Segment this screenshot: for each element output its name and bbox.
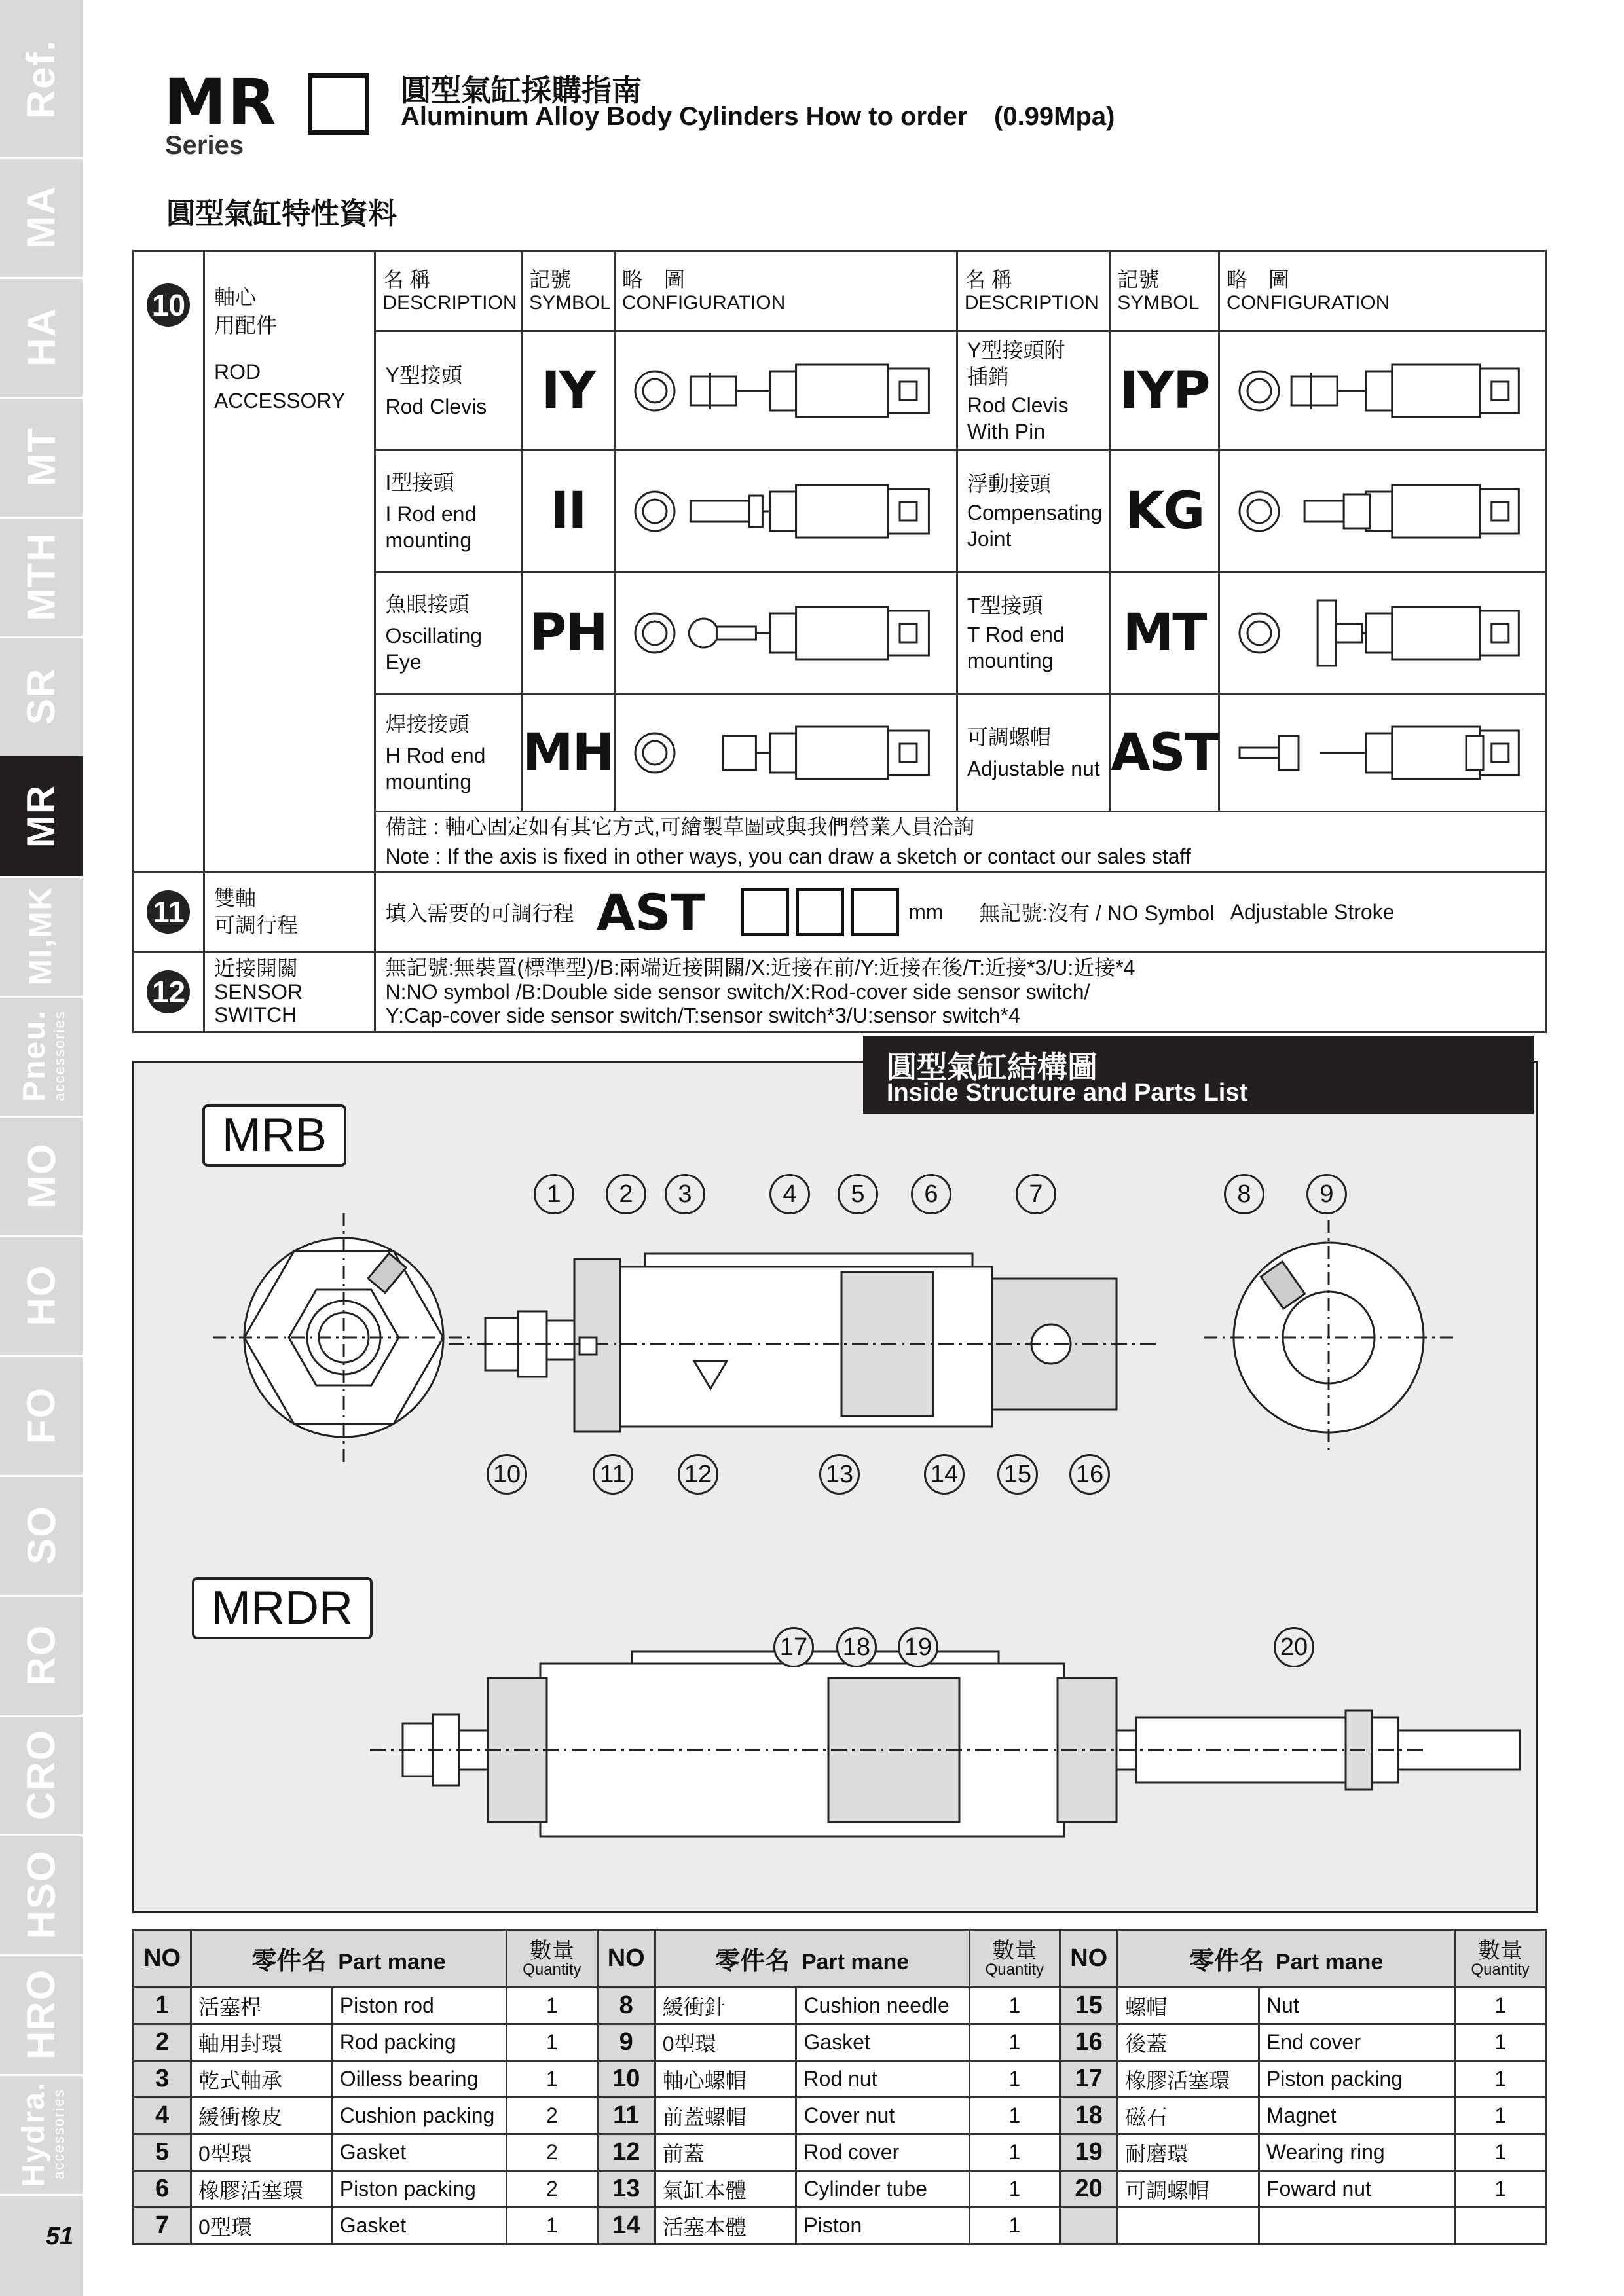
parts-row xyxy=(134,2024,1546,2061)
callout-4: 4 xyxy=(769,1174,810,1214)
part-quantity: 1 xyxy=(1455,2171,1546,2208)
part-quantity: 2 xyxy=(507,2098,598,2134)
part-name-zh: 活塞桿 xyxy=(191,1988,333,2024)
mrb-rear-view xyxy=(1204,1220,1453,1455)
accessory-note: 備註 : 軸心固定如有其它方式,可繪製草圖或與我們營業人員洽詢 Note : If the axis is fixed in other ways, you can draw a sketch or contact our sales staff xyxy=(375,812,1546,873)
cylinder-sketch xyxy=(635,727,929,779)
part-quantity: 1 xyxy=(1455,2061,1546,2098)
part-quantity: 2 xyxy=(507,2171,598,2208)
nav-tab-mr[interactable]: MR xyxy=(0,756,83,878)
parts-header-part-2: 零件名 Part mane xyxy=(655,1930,969,1988)
part-quantity: 1 xyxy=(969,2208,1060,2244)
nav-tab-mt[interactable]: MT xyxy=(0,397,83,519)
part-number: 3 xyxy=(134,2061,191,2098)
part-number: 17 xyxy=(1060,2061,1118,2098)
callout-20: 20 xyxy=(1274,1627,1314,1667)
nav-tab-mth[interactable]: MTH xyxy=(0,517,83,638)
page-number: 51 xyxy=(46,2223,74,2250)
parts-row xyxy=(134,2171,1546,2208)
part-quantity: 1 xyxy=(1455,2024,1546,2061)
model-label-mrb: MRB xyxy=(202,1104,346,1167)
part-number: 13 xyxy=(597,2171,655,2208)
callout-3: 3 xyxy=(665,1174,705,1214)
part-name-zh: 0型環 xyxy=(655,2024,796,2061)
row-12-label: 近接開關 SENSOR SWITCH xyxy=(204,952,375,1032)
item-desc-kg: 浮動接頭 Compensating Joint xyxy=(957,450,1109,572)
part-name-en: Rod packing xyxy=(332,2024,506,2061)
part-number: 19 xyxy=(1060,2134,1118,2171)
nav-tab-hso[interactable]: HSO xyxy=(0,1834,83,1956)
config-drawing-compensating-joint xyxy=(1219,450,1545,572)
config-drawing-adjustable-nut xyxy=(1219,694,1545,812)
part-name-zh: 軸心螺帽 xyxy=(655,2061,796,2098)
part-name-zh: 前蓋螺帽 xyxy=(655,2098,796,2134)
part-name-en xyxy=(1259,2208,1454,2244)
nav-tab-cro[interactable]: CRO xyxy=(0,1715,83,1836)
parts-row xyxy=(134,2061,1546,2098)
callout-2: 2 xyxy=(606,1174,646,1214)
callout-8: 8 xyxy=(1224,1174,1264,1214)
part-name-zh: 磁石 xyxy=(1118,2098,1259,2134)
part-name-en: Gasket xyxy=(796,2024,969,2061)
config-drawing-i-rod-end xyxy=(614,450,957,572)
part-number: 11 xyxy=(597,2098,655,2134)
parts-list-table xyxy=(132,1929,1547,2245)
part-quantity: 2 xyxy=(507,2134,598,2171)
part-name-en: Nut xyxy=(1259,1988,1454,2024)
part-quantity: 1 xyxy=(969,1988,1060,2024)
callout-1: 1 xyxy=(534,1174,574,1214)
part-quantity: 1 xyxy=(507,2024,598,2061)
part-number: 1 xyxy=(134,1988,191,2024)
parts-header-part: 零件名 Part mane xyxy=(191,1930,507,1988)
parts-row xyxy=(134,1988,1546,2024)
side-navigation xyxy=(0,0,83,2296)
config-drawing-h-rod-end xyxy=(614,694,957,812)
inside-structure-panel xyxy=(132,1061,1538,1913)
part-number: 15 xyxy=(1060,1988,1118,2024)
part-name-en: Cushion needle xyxy=(796,1988,969,2024)
part-name-en: Wearing ring xyxy=(1259,2134,1454,2171)
item-desc-mh: 焊接接頭 H Rod end mounting xyxy=(375,694,521,812)
structure-title-bar xyxy=(863,1036,1534,1114)
nav-tab-sr[interactable]: SR xyxy=(0,636,83,758)
series-logo: MR xyxy=(164,65,278,139)
nav-tab-fo[interactable]: FO xyxy=(0,1355,83,1477)
part-quantity: 1 xyxy=(969,2171,1060,2208)
header-description-2: 名 稱 DESCRIPTION xyxy=(957,251,1109,331)
cylinder-sketch xyxy=(1240,600,1519,666)
part-name-en: Cushion packing xyxy=(332,2098,506,2134)
part-number: 5 xyxy=(134,2134,191,2171)
part-quantity: 1 xyxy=(507,2208,598,2244)
item-symbol-mt: MT xyxy=(1110,572,1219,694)
nav-tab-ho[interactable]: HO xyxy=(0,1235,83,1357)
part-quantity: 1 xyxy=(969,2024,1060,2061)
header-symbol-2: 記號 SYMBOL xyxy=(1110,251,1219,331)
stroke-box-1[interactable] xyxy=(741,888,789,936)
part-name-zh: 緩衝針 xyxy=(655,1988,796,2024)
parts-header-no-3: NO xyxy=(1060,1930,1118,1988)
nav-tab-ha[interactable]: HA xyxy=(0,277,83,399)
part-name-en: Rod cover xyxy=(796,2134,969,2171)
parts-header-part-3: 零件名 Part mane xyxy=(1118,1930,1455,1988)
part-quantity: 1 xyxy=(507,2061,598,2098)
cylinder-sketch xyxy=(635,365,929,417)
cylinder-sketch xyxy=(635,485,929,538)
parts-row xyxy=(134,2208,1546,2244)
cylinder-sketch xyxy=(1240,485,1519,538)
parts-row xyxy=(134,2134,1546,2171)
cylinder-sketch xyxy=(1240,727,1519,779)
parts-header-qty-2: 數量 Quantity xyxy=(969,1930,1060,1988)
callout-11: 11 xyxy=(593,1454,633,1495)
callout-17: 17 xyxy=(773,1627,814,1667)
part-name-en: Oilless bearing xyxy=(332,2061,506,2098)
part-name-zh: 耐磨環 xyxy=(1118,2134,1259,2171)
parts-row xyxy=(134,2098,1546,2134)
callout-16: 16 xyxy=(1069,1454,1110,1495)
pressure-rating: (0.99Mpa) xyxy=(994,102,1115,131)
part-name-zh: 橡膠活塞環 xyxy=(1118,2061,1259,2098)
callout-10: 10 xyxy=(487,1454,527,1495)
mrb-front-view xyxy=(213,1213,475,1462)
nav-tab-hro[interactable]: HRO xyxy=(0,1954,83,2076)
cylinder-sketch xyxy=(1240,365,1519,417)
nav-tab-ref[interactable]: Ref. xyxy=(0,0,83,159)
mrb-section-view xyxy=(449,1254,1156,1432)
row-12-content: 無記號:無裝置(標準型)/B:兩端近接開關/X:近接在前/Y:近接在後/T:近接*3/U:近接*4 N:NO symbol /B:Double side sensor switch/X:Rod-cover side sensor switch/ Y:Cap-cover side sensor switch/T:sensor switch*3/U:sensor switch*4 xyxy=(375,952,1546,1032)
callout-7: 7 xyxy=(1016,1174,1056,1214)
item-desc-iyp: Y型接頭附 插銷 Rod Clevis With Pin xyxy=(957,331,1109,450)
part-name-zh: 軸用封環 xyxy=(191,2024,333,2061)
parts-header-qty-3: 數量 Quantity xyxy=(1455,1930,1546,1988)
item-symbol-ph: PH xyxy=(521,572,614,694)
callout-5: 5 xyxy=(838,1174,878,1214)
part-name-en: Cover nut xyxy=(796,2098,969,2134)
callout-14: 14 xyxy=(924,1454,965,1495)
callout-19: 19 xyxy=(898,1627,938,1667)
part-name-en: Rod nut xyxy=(796,2061,969,2098)
item-symbol-iyp: IYP xyxy=(1110,331,1219,450)
nav-tab-ro[interactable]: RO xyxy=(0,1595,83,1717)
part-number: 10 xyxy=(597,2061,655,2098)
part-name-en: Cylinder tube xyxy=(796,2171,969,2208)
part-name-en: Gasket xyxy=(332,2134,506,2171)
item-symbol-kg: KG xyxy=(1110,450,1219,572)
part-name-zh: 0型環 xyxy=(191,2208,333,2244)
callout-13: 13 xyxy=(819,1454,860,1495)
part-quantity: 1 xyxy=(969,2098,1060,2134)
part-quantity: 1 xyxy=(1455,2134,1546,2171)
stroke-box-3[interactable] xyxy=(851,888,899,936)
callout-9: 9 xyxy=(1306,1174,1347,1214)
part-number: 20 xyxy=(1060,2171,1118,2208)
config-drawing-rod-clevis-pin xyxy=(1219,331,1545,450)
part-name-en: Piston packing xyxy=(1259,2061,1454,2098)
part-name-en: Foward nut xyxy=(1259,2171,1454,2208)
item-desc-ph: 魚眼接頭 Oscillating Eye xyxy=(375,572,521,694)
part-number: 6 xyxy=(134,2171,191,2208)
part-number: 12 xyxy=(597,2134,655,2171)
part-quantity: 1 xyxy=(507,1988,598,2024)
part-name-en: Piston packing xyxy=(332,2171,506,2208)
parts-header-no-2: NO xyxy=(597,1930,655,1988)
row-10-number: 10 xyxy=(134,251,204,873)
part-name-zh xyxy=(1118,2208,1259,2244)
callout-18: 18 xyxy=(836,1627,877,1667)
title-chinese: 圓型氣缸採購指南 xyxy=(401,73,642,107)
header-symbol: 記號 SYMBOL xyxy=(521,251,614,331)
callout-15: 15 xyxy=(997,1454,1038,1495)
row-12-number: 12 xyxy=(134,952,204,1032)
part-quantity: 1 xyxy=(969,2061,1060,2098)
part-name-zh: 氣缸本體 xyxy=(655,2171,796,2208)
part-number: 16 xyxy=(1060,2024,1118,2061)
config-drawing-t-rod-end xyxy=(1219,572,1545,694)
part-name-en: Magnet xyxy=(1259,2098,1454,2134)
nav-tab-pneu-accessories[interactable]: Pneu. accessories xyxy=(0,996,83,1118)
part-name-zh: 緩衝橡皮 xyxy=(191,2098,333,2134)
stroke-box-2[interactable] xyxy=(796,888,844,936)
part-name-en: Piston rod xyxy=(332,1988,506,2024)
structure-title-en: Inside Structure and Parts List xyxy=(887,1079,1248,1106)
header-configuration: 略 圖 CONFIGURATION xyxy=(614,251,957,331)
part-name-en: End cover xyxy=(1259,2024,1454,2061)
header-description: 名 稱 DESCRIPTION xyxy=(375,251,521,331)
row-11-content: 填入需要的可調行程 AST mm 無記號:沒有 / NO Symbol Adjustable Stroke xyxy=(375,872,1546,952)
mrdr-section-view xyxy=(370,1652,1520,1836)
config-drawing-rod-clevis xyxy=(614,331,957,450)
part-name-zh: 活塞本體 xyxy=(655,2208,796,2244)
series-label: Series xyxy=(165,131,244,160)
part-number: 9 xyxy=(597,2024,655,2061)
section-title: 圓型氣缸特性資料 xyxy=(166,198,397,230)
model-label-mrdr: MRDR xyxy=(192,1577,373,1639)
item-symbol-mh: MH xyxy=(521,694,614,812)
part-quantity: 1 xyxy=(969,2134,1060,2171)
config-drawing-oscillating-eye xyxy=(614,572,957,694)
part-number: 2 xyxy=(134,2024,191,2061)
part-name-zh: 後蓋 xyxy=(1118,2024,1259,2061)
part-number: 4 xyxy=(134,2098,191,2134)
part-number: 7 xyxy=(134,2208,191,2244)
part-number xyxy=(1060,2208,1118,2244)
cylinder-sketch xyxy=(635,607,929,659)
part-number: 8 xyxy=(597,1988,655,2024)
part-quantity: 1 xyxy=(1455,2098,1546,2134)
item-symbol-iy: IY xyxy=(521,331,614,450)
part-name-en: Piston xyxy=(796,2208,969,2244)
item-symbol-ast: AST xyxy=(1110,694,1219,812)
part-name-zh: 橡膠活塞環 xyxy=(191,2171,333,2208)
nav-tab-so[interactable]: SO xyxy=(0,1475,83,1597)
header-configuration-2: 略 圖 CONFIGURATION xyxy=(1219,251,1545,331)
row-11-label: 雙軸 可調行程 xyxy=(204,872,375,952)
item-desc-ast: 可調螺帽 Adjustable nut xyxy=(957,694,1109,812)
item-symbol-ii: II xyxy=(521,450,614,572)
part-number: 18 xyxy=(1060,2098,1118,2134)
parts-header-qty: 數量 Quantity xyxy=(507,1930,598,1988)
nav-tab-hydra-accessories[interactable]: Hydra. accessories xyxy=(0,2074,83,2196)
part-quantity: 1 xyxy=(1455,1988,1546,2024)
callout-6: 6 xyxy=(911,1174,951,1214)
series-logo-box xyxy=(308,73,369,135)
callout-12: 12 xyxy=(678,1454,718,1495)
nav-tab-mo[interactable]: MO xyxy=(0,1116,83,1237)
rod-accessory-table xyxy=(132,250,1547,1033)
part-name-en: Gasket xyxy=(332,2208,506,2244)
part-name-zh: 可調螺帽 xyxy=(1118,2171,1259,2208)
row-10-label: 軸心 用配件 ROD ACCESSORY xyxy=(204,251,375,873)
parts-header-no: NO xyxy=(134,1930,191,1988)
part-name-zh: 前蓋 xyxy=(655,2134,796,2171)
part-number: 14 xyxy=(597,2208,655,2244)
structure-title-zh: 圓型氣缸結構圖 xyxy=(887,1050,1098,1084)
part-name-zh: 乾式軸承 xyxy=(191,2061,333,2098)
nav-tab-mi-mk[interactable]: MI,MK xyxy=(0,876,83,998)
part-quantity xyxy=(1455,2208,1546,2244)
row-11-number: 11 xyxy=(134,872,204,952)
nav-tab-ma[interactable]: MA xyxy=(0,157,83,279)
item-desc-mt: T型接頭 T Rod end mounting xyxy=(957,572,1109,694)
part-name-zh: 0型環 xyxy=(191,2134,333,2171)
item-desc-iy: Y型接頭 Rod Clevis xyxy=(375,331,521,450)
item-desc-ii: I型接頭 I Rod end mounting xyxy=(375,450,521,572)
part-name-zh: 螺帽 xyxy=(1118,1988,1259,2024)
title-english: Aluminum Alloy Body Cylinders How to order xyxy=(401,102,968,131)
